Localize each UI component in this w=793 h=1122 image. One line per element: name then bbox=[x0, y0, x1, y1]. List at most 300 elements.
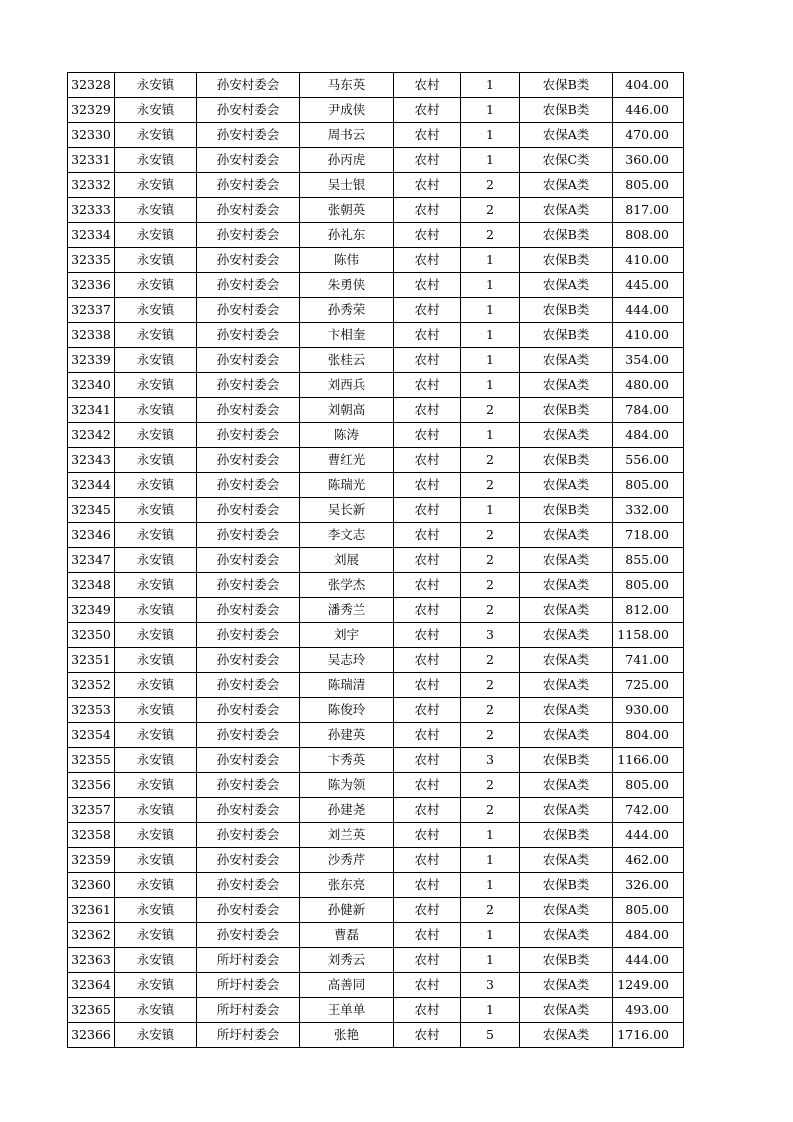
area-type-cell: 农村 bbox=[394, 198, 461, 223]
town-cell: 永安镇 bbox=[115, 73, 197, 98]
town-cell: 永安镇 bbox=[115, 948, 197, 973]
town-cell: 永安镇 bbox=[115, 423, 197, 448]
amount-cell: 804.00 bbox=[613, 723, 684, 748]
record-id-cell: 32359 bbox=[68, 848, 115, 873]
name-cell: 刘秀云 bbox=[300, 948, 394, 973]
name-cell: 孙丙虎 bbox=[300, 148, 394, 173]
insurance-class-cell: 农保A类 bbox=[520, 673, 613, 698]
table-row bbox=[68, 548, 684, 573]
household-count-cell: 2 bbox=[461, 673, 520, 698]
table-row bbox=[68, 698, 684, 723]
insurance-class-cell: 农保B类 bbox=[520, 323, 613, 348]
record-id-cell: 32360 bbox=[68, 873, 115, 898]
record-id-cell: 32343 bbox=[68, 448, 115, 473]
name-cell: 高善同 bbox=[300, 973, 394, 998]
table-row bbox=[68, 523, 684, 548]
name-cell: 周书云 bbox=[300, 123, 394, 148]
record-id-cell: 32338 bbox=[68, 323, 115, 348]
area-type-cell: 农村 bbox=[394, 323, 461, 348]
table-row bbox=[68, 773, 684, 798]
name-cell: 张艳 bbox=[300, 1023, 394, 1048]
amount-cell: 445.00 bbox=[613, 273, 684, 298]
insurance-class-cell: 农保B类 bbox=[520, 498, 613, 523]
insurance-class-cell: 农保A类 bbox=[520, 898, 613, 923]
area-type-cell: 农村 bbox=[394, 398, 461, 423]
village-committee-cell: 孙安村委会 bbox=[197, 748, 300, 773]
town-cell: 永安镇 bbox=[115, 298, 197, 323]
area-type-cell: 农村 bbox=[394, 848, 461, 873]
household-count-cell: 1 bbox=[461, 848, 520, 873]
area-type-cell: 农村 bbox=[394, 773, 461, 798]
household-count-cell: 1 bbox=[461, 823, 520, 848]
amount-cell: 718.00 bbox=[613, 523, 684, 548]
amount-cell: 360.00 bbox=[613, 148, 684, 173]
amount-cell: 805.00 bbox=[613, 898, 684, 923]
village-committee-cell: 所圩村委会 bbox=[197, 1023, 300, 1048]
household-count-cell: 1 bbox=[461, 498, 520, 523]
village-committee-cell: 孙安村委会 bbox=[197, 98, 300, 123]
town-cell: 永安镇 bbox=[115, 448, 197, 473]
area-type-cell: 农村 bbox=[394, 923, 461, 948]
village-committee-cell: 孙安村委会 bbox=[197, 798, 300, 823]
village-committee-cell: 孙安村委会 bbox=[197, 173, 300, 198]
village-committee-cell: 孙安村委会 bbox=[197, 398, 300, 423]
amount-cell: 556.00 bbox=[613, 448, 684, 473]
area-type-cell: 农村 bbox=[394, 1023, 461, 1048]
insurance-class-cell: 农保B类 bbox=[520, 298, 613, 323]
amount-cell: 410.00 bbox=[613, 248, 684, 273]
record-id-cell: 32349 bbox=[68, 598, 115, 623]
amount-cell: 484.00 bbox=[613, 423, 684, 448]
table-row bbox=[68, 898, 684, 923]
name-cell: 曹磊 bbox=[300, 923, 394, 948]
household-count-cell: 1 bbox=[461, 73, 520, 98]
area-type-cell: 农村 bbox=[394, 798, 461, 823]
name-cell: 陈涛 bbox=[300, 423, 394, 448]
table-body bbox=[68, 73, 684, 1048]
town-cell: 永安镇 bbox=[115, 323, 197, 348]
amount-cell: 444.00 bbox=[613, 948, 684, 973]
record-id-cell: 32366 bbox=[68, 1023, 115, 1048]
area-type-cell: 农村 bbox=[394, 298, 461, 323]
town-cell: 永安镇 bbox=[115, 398, 197, 423]
table-row bbox=[68, 398, 684, 423]
area-type-cell: 农村 bbox=[394, 698, 461, 723]
town-cell: 永安镇 bbox=[115, 698, 197, 723]
name-cell: 张东亮 bbox=[300, 873, 394, 898]
village-committee-cell: 孙安村委会 bbox=[197, 598, 300, 623]
household-count-cell: 1 bbox=[461, 323, 520, 348]
amount-cell: 808.00 bbox=[613, 223, 684, 248]
table-row bbox=[68, 423, 684, 448]
household-count-cell: 1 bbox=[461, 373, 520, 398]
table-row bbox=[68, 998, 684, 1023]
table-row bbox=[68, 1023, 684, 1048]
name-cell: 刘兰英 bbox=[300, 823, 394, 848]
record-id-cell: 32358 bbox=[68, 823, 115, 848]
insurance-class-cell: 农保A类 bbox=[520, 648, 613, 673]
table-row bbox=[68, 323, 684, 348]
area-type-cell: 农村 bbox=[394, 223, 461, 248]
record-id-cell: 32335 bbox=[68, 248, 115, 273]
town-cell: 永安镇 bbox=[115, 498, 197, 523]
household-count-cell: 2 bbox=[461, 598, 520, 623]
amount-cell: 805.00 bbox=[613, 173, 684, 198]
amount-cell: 1166.00 bbox=[613, 748, 684, 773]
table-row bbox=[68, 73, 684, 98]
table-row bbox=[68, 298, 684, 323]
area-type-cell: 农村 bbox=[394, 448, 461, 473]
record-id-cell: 32328 bbox=[68, 73, 115, 98]
record-id-cell: 32357 bbox=[68, 798, 115, 823]
name-cell: 张朝英 bbox=[300, 198, 394, 223]
name-cell: 孙建尧 bbox=[300, 798, 394, 823]
town-cell: 永安镇 bbox=[115, 523, 197, 548]
town-cell: 永安镇 bbox=[115, 773, 197, 798]
household-count-cell: 1 bbox=[461, 423, 520, 448]
table-row bbox=[68, 923, 684, 948]
insurance-class-cell: 农保C类 bbox=[520, 148, 613, 173]
record-id-cell: 32341 bbox=[68, 398, 115, 423]
household-count-cell: 2 bbox=[461, 198, 520, 223]
name-cell: 曹红光 bbox=[300, 448, 394, 473]
village-committee-cell: 孙安村委会 bbox=[197, 323, 300, 348]
name-cell: 朱勇侠 bbox=[300, 273, 394, 298]
household-count-cell: 2 bbox=[461, 523, 520, 548]
amount-cell: 446.00 bbox=[613, 98, 684, 123]
insurance-class-cell: 农保A类 bbox=[520, 473, 613, 498]
name-cell: 陈瑞清 bbox=[300, 673, 394, 698]
name-cell: 刘宇 bbox=[300, 623, 394, 648]
household-count-cell: 2 bbox=[461, 798, 520, 823]
amount-cell: 742.00 bbox=[613, 798, 684, 823]
household-count-cell: 2 bbox=[461, 698, 520, 723]
table-row bbox=[68, 573, 684, 598]
insurance-class-cell: 农保A类 bbox=[520, 1023, 613, 1048]
village-committee-cell: 孙安村委会 bbox=[197, 123, 300, 148]
area-type-cell: 农村 bbox=[394, 523, 461, 548]
town-cell: 永安镇 bbox=[115, 623, 197, 648]
name-cell: 卞秀英 bbox=[300, 748, 394, 773]
record-id-cell: 32348 bbox=[68, 573, 115, 598]
town-cell: 永安镇 bbox=[115, 723, 197, 748]
village-committee-cell: 孙安村委会 bbox=[197, 673, 300, 698]
amount-cell: 855.00 bbox=[613, 548, 684, 573]
village-committee-cell: 孙安村委会 bbox=[197, 548, 300, 573]
insurance-class-cell: 农保A类 bbox=[520, 598, 613, 623]
record-id-cell: 32364 bbox=[68, 973, 115, 998]
amount-cell: 470.00 bbox=[613, 123, 684, 148]
town-cell: 永安镇 bbox=[115, 248, 197, 273]
amount-cell: 784.00 bbox=[613, 398, 684, 423]
household-count-cell: 1 bbox=[461, 923, 520, 948]
town-cell: 永安镇 bbox=[115, 348, 197, 373]
town-cell: 永安镇 bbox=[115, 373, 197, 398]
insurance-class-cell: 农保B类 bbox=[520, 748, 613, 773]
amount-cell: 484.00 bbox=[613, 923, 684, 948]
record-id-cell: 32344 bbox=[68, 473, 115, 498]
amount-cell: 805.00 bbox=[613, 773, 684, 798]
town-cell: 永安镇 bbox=[115, 998, 197, 1023]
insurance-class-cell: 农保A类 bbox=[520, 123, 613, 148]
table-row bbox=[68, 948, 684, 973]
area-type-cell: 农村 bbox=[394, 898, 461, 923]
insurance-class-cell: 农保A类 bbox=[520, 773, 613, 798]
record-id-cell: 32337 bbox=[68, 298, 115, 323]
town-cell: 永安镇 bbox=[115, 848, 197, 873]
household-count-cell: 1 bbox=[461, 148, 520, 173]
village-committee-cell: 孙安村委会 bbox=[197, 198, 300, 223]
insurance-class-cell: 农保A类 bbox=[520, 998, 613, 1023]
name-cell: 王单单 bbox=[300, 998, 394, 1023]
record-id-cell: 32354 bbox=[68, 723, 115, 748]
village-committee-cell: 孙安村委会 bbox=[197, 448, 300, 473]
area-type-cell: 农村 bbox=[394, 248, 461, 273]
area-type-cell: 农村 bbox=[394, 473, 461, 498]
name-cell: 吴士银 bbox=[300, 173, 394, 198]
table-row bbox=[68, 623, 684, 648]
area-type-cell: 农村 bbox=[394, 873, 461, 898]
data-table bbox=[67, 72, 684, 1048]
household-count-cell: 1 bbox=[461, 873, 520, 898]
record-id-cell: 32356 bbox=[68, 773, 115, 798]
insurance-class-cell: 农保A类 bbox=[520, 173, 613, 198]
record-id-cell: 32353 bbox=[68, 698, 115, 723]
area-type-cell: 农村 bbox=[394, 148, 461, 173]
household-count-cell: 1 bbox=[461, 123, 520, 148]
insurance-class-cell: 农保B类 bbox=[520, 248, 613, 273]
table-row bbox=[68, 373, 684, 398]
table-row bbox=[68, 148, 684, 173]
amount-cell: 805.00 bbox=[613, 573, 684, 598]
village-committee-cell: 孙安村委会 bbox=[197, 148, 300, 173]
table-row bbox=[68, 198, 684, 223]
household-count-cell: 3 bbox=[461, 973, 520, 998]
record-id-cell: 32351 bbox=[68, 648, 115, 673]
record-id-cell: 32365 bbox=[68, 998, 115, 1023]
area-type-cell: 农村 bbox=[394, 623, 461, 648]
record-id-cell: 32355 bbox=[68, 748, 115, 773]
town-cell: 永安镇 bbox=[115, 748, 197, 773]
record-id-cell: 32333 bbox=[68, 198, 115, 223]
name-cell: 陈为领 bbox=[300, 773, 394, 798]
village-committee-cell: 孙安村委会 bbox=[197, 823, 300, 848]
area-type-cell: 农村 bbox=[394, 173, 461, 198]
name-cell: 刘西兵 bbox=[300, 373, 394, 398]
amount-cell: 480.00 bbox=[613, 373, 684, 398]
village-committee-cell: 孙安村委会 bbox=[197, 223, 300, 248]
record-id-cell: 32339 bbox=[68, 348, 115, 373]
name-cell: 孙礼东 bbox=[300, 223, 394, 248]
table-row bbox=[68, 498, 684, 523]
village-committee-cell: 所圩村委会 bbox=[197, 973, 300, 998]
village-committee-cell: 孙安村委会 bbox=[197, 473, 300, 498]
name-cell: 孙健新 bbox=[300, 898, 394, 923]
area-type-cell: 农村 bbox=[394, 98, 461, 123]
insurance-class-cell: 农保A类 bbox=[520, 523, 613, 548]
household-count-cell: 2 bbox=[461, 173, 520, 198]
name-cell: 吴志玲 bbox=[300, 648, 394, 673]
village-committee-cell: 孙安村委会 bbox=[197, 423, 300, 448]
village-committee-cell: 孙安村委会 bbox=[197, 648, 300, 673]
area-type-cell: 农村 bbox=[394, 123, 461, 148]
record-id-cell: 32334 bbox=[68, 223, 115, 248]
town-cell: 永安镇 bbox=[115, 573, 197, 598]
area-type-cell: 农村 bbox=[394, 273, 461, 298]
record-id-cell: 32331 bbox=[68, 148, 115, 173]
village-committee-cell: 孙安村委会 bbox=[197, 248, 300, 273]
town-cell: 永安镇 bbox=[115, 823, 197, 848]
village-committee-cell: 孙安村委会 bbox=[197, 623, 300, 648]
village-committee-cell: 孙安村委会 bbox=[197, 723, 300, 748]
insurance-class-cell: 农保B类 bbox=[520, 823, 613, 848]
table-row bbox=[68, 648, 684, 673]
table-row bbox=[68, 748, 684, 773]
town-cell: 永安镇 bbox=[115, 873, 197, 898]
village-committee-cell: 孙安村委会 bbox=[197, 923, 300, 948]
table-row bbox=[68, 473, 684, 498]
name-cell: 马东英 bbox=[300, 73, 394, 98]
name-cell: 陈瑞光 bbox=[300, 473, 394, 498]
village-committee-cell: 孙安村委会 bbox=[197, 298, 300, 323]
insurance-class-cell: 农保B类 bbox=[520, 873, 613, 898]
amount-cell: 741.00 bbox=[613, 648, 684, 673]
record-id-cell: 32342 bbox=[68, 423, 115, 448]
area-type-cell: 农村 bbox=[394, 723, 461, 748]
table-row bbox=[68, 348, 684, 373]
table-row bbox=[68, 248, 684, 273]
name-cell: 潘秀兰 bbox=[300, 598, 394, 623]
insurance-class-cell: 农保A类 bbox=[520, 723, 613, 748]
town-cell: 永安镇 bbox=[115, 798, 197, 823]
insurance-class-cell: 农保A类 bbox=[520, 548, 613, 573]
record-id-cell: 32362 bbox=[68, 923, 115, 948]
record-id-cell: 32340 bbox=[68, 373, 115, 398]
insurance-class-cell: 农保A类 bbox=[520, 973, 613, 998]
area-type-cell: 农村 bbox=[394, 73, 461, 98]
town-cell: 永安镇 bbox=[115, 123, 197, 148]
amount-cell: 1249.00 bbox=[613, 973, 684, 998]
household-count-cell: 2 bbox=[461, 573, 520, 598]
name-cell: 孙秀荣 bbox=[300, 298, 394, 323]
area-type-cell: 农村 bbox=[394, 373, 461, 398]
area-type-cell: 农村 bbox=[394, 573, 461, 598]
amount-cell: 410.00 bbox=[613, 323, 684, 348]
amount-cell: 1716.00 bbox=[613, 1023, 684, 1048]
town-cell: 永安镇 bbox=[115, 898, 197, 923]
town-cell: 永安镇 bbox=[115, 673, 197, 698]
village-committee-cell: 孙安村委会 bbox=[197, 773, 300, 798]
insurance-class-cell: 农保B类 bbox=[520, 98, 613, 123]
amount-cell: 817.00 bbox=[613, 198, 684, 223]
insurance-class-cell: 农保A类 bbox=[520, 573, 613, 598]
household-count-cell: 2 bbox=[461, 448, 520, 473]
record-id-cell: 32347 bbox=[68, 548, 115, 573]
village-committee-cell: 所圩村委会 bbox=[197, 948, 300, 973]
name-cell: 张学杰 bbox=[300, 573, 394, 598]
town-cell: 永安镇 bbox=[115, 973, 197, 998]
amount-cell: 444.00 bbox=[613, 298, 684, 323]
name-cell: 李文志 bbox=[300, 523, 394, 548]
household-count-cell: 2 bbox=[461, 548, 520, 573]
household-count-cell: 2 bbox=[461, 898, 520, 923]
household-count-cell: 3 bbox=[461, 748, 520, 773]
household-count-cell: 1 bbox=[461, 248, 520, 273]
household-count-cell: 1 bbox=[461, 948, 520, 973]
area-type-cell: 农村 bbox=[394, 348, 461, 373]
table-row bbox=[68, 223, 684, 248]
name-cell: 张桂云 bbox=[300, 348, 394, 373]
town-cell: 永安镇 bbox=[115, 223, 197, 248]
name-cell: 陈伟 bbox=[300, 248, 394, 273]
insurance-class-cell: 农保A类 bbox=[520, 373, 613, 398]
town-cell: 永安镇 bbox=[115, 598, 197, 623]
village-committee-cell: 孙安村委会 bbox=[197, 873, 300, 898]
household-count-cell: 1 bbox=[461, 98, 520, 123]
amount-cell: 805.00 bbox=[613, 473, 684, 498]
amount-cell: 404.00 bbox=[613, 73, 684, 98]
name-cell: 刘朝高 bbox=[300, 398, 394, 423]
household-count-cell: 1 bbox=[461, 298, 520, 323]
record-id-cell: 32350 bbox=[68, 623, 115, 648]
table-row bbox=[68, 448, 684, 473]
insurance-class-cell: 农保A类 bbox=[520, 848, 613, 873]
table-row bbox=[68, 98, 684, 123]
area-type-cell: 农村 bbox=[394, 673, 461, 698]
town-cell: 永安镇 bbox=[115, 148, 197, 173]
insurance-class-cell: 农保B类 bbox=[520, 223, 613, 248]
household-count-cell: 2 bbox=[461, 648, 520, 673]
insurance-class-cell: 农保B类 bbox=[520, 948, 613, 973]
village-committee-cell: 孙安村委会 bbox=[197, 373, 300, 398]
village-committee-cell: 孙安村委会 bbox=[197, 523, 300, 548]
amount-cell: 725.00 bbox=[613, 673, 684, 698]
household-count-cell: 2 bbox=[461, 398, 520, 423]
record-id-cell: 32361 bbox=[68, 898, 115, 923]
village-committee-cell: 孙安村委会 bbox=[197, 273, 300, 298]
insurance-class-cell: 农保A类 bbox=[520, 698, 613, 723]
record-id-cell: 32345 bbox=[68, 498, 115, 523]
insurance-class-cell: 农保A类 bbox=[520, 273, 613, 298]
amount-cell: 812.00 bbox=[613, 598, 684, 623]
village-committee-cell: 孙安村委会 bbox=[197, 498, 300, 523]
record-id-cell: 32329 bbox=[68, 98, 115, 123]
name-cell: 刘展 bbox=[300, 548, 394, 573]
name-cell: 尹成侠 bbox=[300, 98, 394, 123]
amount-cell: 493.00 bbox=[613, 998, 684, 1023]
insurance-class-cell: 农保A类 bbox=[520, 923, 613, 948]
area-type-cell: 农村 bbox=[394, 823, 461, 848]
area-type-cell: 农村 bbox=[394, 423, 461, 448]
table-row bbox=[68, 598, 684, 623]
record-id-cell: 32363 bbox=[68, 948, 115, 973]
town-cell: 永安镇 bbox=[115, 473, 197, 498]
household-count-cell: 2 bbox=[461, 473, 520, 498]
town-cell: 永安镇 bbox=[115, 98, 197, 123]
town-cell: 永安镇 bbox=[115, 548, 197, 573]
name-cell: 陈俊玲 bbox=[300, 698, 394, 723]
table-row bbox=[68, 723, 684, 748]
insurance-class-cell: 农保B类 bbox=[520, 448, 613, 473]
area-type-cell: 农村 bbox=[394, 598, 461, 623]
table-row bbox=[68, 973, 684, 998]
town-cell: 永安镇 bbox=[115, 173, 197, 198]
insurance-class-cell: 农保A类 bbox=[520, 798, 613, 823]
table-row bbox=[68, 848, 684, 873]
town-cell: 永安镇 bbox=[115, 1023, 197, 1048]
amount-cell: 462.00 bbox=[613, 848, 684, 873]
record-id-cell: 32330 bbox=[68, 123, 115, 148]
